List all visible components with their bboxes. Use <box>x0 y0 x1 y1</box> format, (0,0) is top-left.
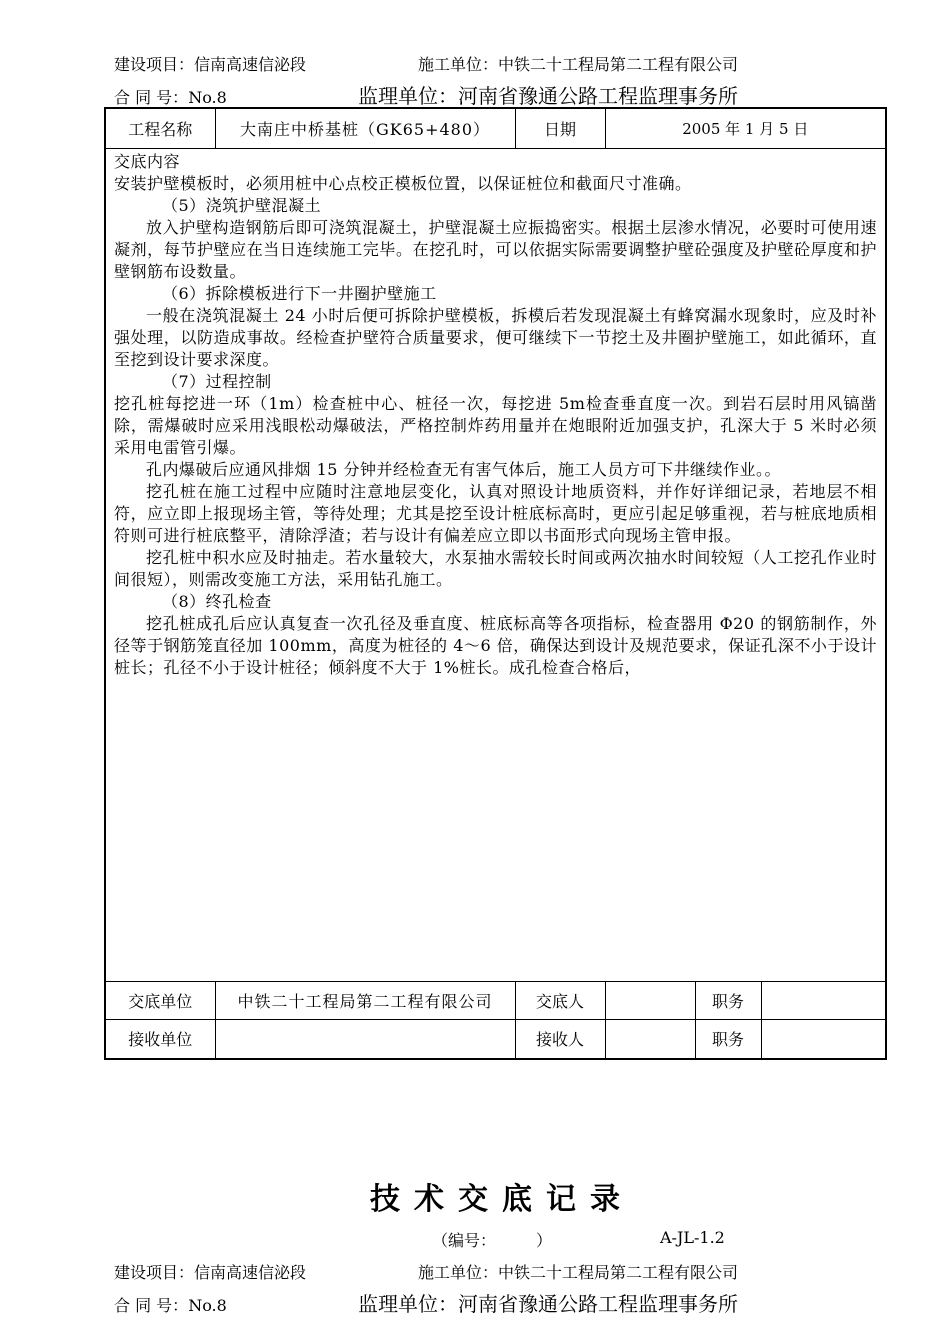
next-supervisor-label: 监理单位： <box>358 1292 458 1316</box>
number-line <box>432 1228 552 1251</box>
content-cell <box>105 148 886 981</box>
handover-row <box>105 981 886 1019</box>
next-contract-value: No.8 <box>188 1296 227 1315</box>
receive-unit-label: 接收单位 <box>105 1019 215 1059</box>
date-label: 日期 <box>515 108 605 148</box>
number-label: （编号： <box>432 1231 497 1250</box>
contract-label: 合 同 号： <box>114 88 189 107</box>
position-value-2 <box>761 1019 886 1059</box>
paragraph-0: 安装护壁模板时，必须用桩中心点校正模板位置，以保证桩位和截面尺寸准确。 <box>114 173 692 193</box>
content-row <box>105 148 886 981</box>
receive-person-label: 接收人 <box>515 1019 605 1059</box>
receive-row <box>105 1019 886 1059</box>
content-label: 交底内容 <box>114 151 181 171</box>
handover-person-value <box>605 981 695 1019</box>
project-name-value: 大南庄中桥基桩（GK65+480） <box>215 108 515 148</box>
next-project-label: 建设项目： <box>114 1263 195 1282</box>
next-builder-label: 施工单位： <box>418 1263 499 1282</box>
date-value: 2005 年 1 月 5 日 <box>605 108 886 148</box>
builder-label: 施工单位： <box>418 55 499 74</box>
paragraph-10: （8）终孔检查 <box>162 591 272 611</box>
supervisor-label: 监理单位： <box>358 84 458 108</box>
paragraph-6: 挖孔桩每挖进一环（1m）检查桩中心、桩径一次，每挖进 5m检查垂直度一次。到岩石层时用风镐凿除，需爆破时应采用浅眼松动爆破法，严格控制炸药用量并在炮眼附近加强支护，孔深大于 5 米时必须采用电雷管引爆。 <box>114 393 878 457</box>
next-project-value: 信南高速信泌段 <box>194 1263 307 1282</box>
page-title: 技术交底记录 <box>370 1182 634 1217</box>
supervisor-value: 河南省豫通公路工程监理事务所 <box>458 84 738 108</box>
next-builder-value: 中铁二十工程局第二工程有限公司 <box>498 1263 739 1282</box>
paragraph-8: 挖孔桩在施工过程中应随时注意地层变化，认真对照设计地质资料，并作好详细记录，若地层不相符，应立即上报现场主管，等待处理；尤其是挖至设计桩底标高时，更应引起足够重视，若与桩底地质相符则可进行桩底整平，清除浮渣；若与设计有偏差应立即以书面形式向现场主管申报。 <box>114 481 878 545</box>
project-line <box>114 52 306 75</box>
next-project-line <box>114 1260 306 1283</box>
handover-unit-value: 中铁二十工程局第二工程有限公司 <box>215 981 515 1019</box>
position-value-1 <box>761 981 886 1019</box>
contract-line <box>114 85 227 108</box>
paragraph-3: （6）拆除模板进行下一井圈护壁施工 <box>162 283 437 303</box>
project-label: 建设项目： <box>114 55 195 74</box>
supervisor-line <box>358 80 738 109</box>
builder-value: 中铁二十工程局第二工程有限公司 <box>498 55 739 74</box>
contract-value: No.8 <box>188 88 227 107</box>
paragraph-7: 孔内爆破后应通风排烟 15 分钟并经检查无有害气体后，施工人员方可下井继续作业。。 <box>146 459 782 479</box>
handover-person-label: 交底人 <box>515 981 605 1019</box>
form-code: A-JL-1.2 <box>660 1228 725 1247</box>
handover-unit-label: 交底单位 <box>105 981 215 1019</box>
project-name-label: 工程名称 <box>105 108 215 148</box>
next-supervisor-value: 河南省豫通公路工程监理事务所 <box>458 1292 738 1316</box>
next-supervisor-line <box>358 1288 738 1317</box>
paragraph-11: 挖孔桩成孔后应认真复查一次孔径及垂直度、桩底标高等各项指标，检查器用 Φ20 的钢筋制作，外径等于钢筋笼直径加 100mm，高度为桩径的 4～6 倍，确保达到设计及规范要求，保证孔深不小于设计桩长；孔径不小于设计桩径；倾斜度不大于 1%桩长。成孔检查合格后， <box>114 613 878 677</box>
paragraph-5: （7）过程控制 <box>162 371 272 391</box>
receive-unit-value <box>215 1019 515 1059</box>
project-value: 信南高速信泌段 <box>194 55 307 74</box>
next-contract-line <box>114 1293 227 1316</box>
next-builder-line <box>418 1260 738 1283</box>
builder-line <box>418 52 738 75</box>
paragraph-4: 一般在浇筑混凝土 24 小时后便可拆除护壁模板，拆模后若发现混凝土有蜂窝漏水现象时，应及时补强处理，以防造成事故。经检查护壁符合质量要求，便可继续下一节挖土及井圈护壁施工，如此循环，直至挖到设计要求深度。 <box>114 305 878 369</box>
position-label-1: 职务 <box>695 981 761 1019</box>
header-row <box>105 108 886 148</box>
paragraph-1: （5）浇筑护壁混凝土 <box>162 195 322 215</box>
paragraph-9: 挖孔桩中积水应及时抽走。若水量较大，水泵抽水需较长时间或两次抽水时间较短（人工挖孔作业时间很短），则需改变施工方法，采用钻孔施工。 <box>114 547 878 589</box>
paragraph-2: 放入护壁构造钢筋后即可浇筑混凝土，护壁混凝土应振捣密实。根据土层渗水情况，必要时可使用速凝剂，每节护壁应在当日连续施工完毕。在挖孔时，可以依据实际需要调整护壁砼强度及护壁砼厚度和护壁钢筋布设数量。 <box>114 217 878 281</box>
next-contract-label: 合 同 号： <box>114 1296 189 1315</box>
handover-record-table <box>104 107 887 1060</box>
position-label-2: 职务 <box>695 1019 761 1059</box>
receive-person-value <box>605 1019 695 1059</box>
number-close: ） <box>536 1231 553 1250</box>
